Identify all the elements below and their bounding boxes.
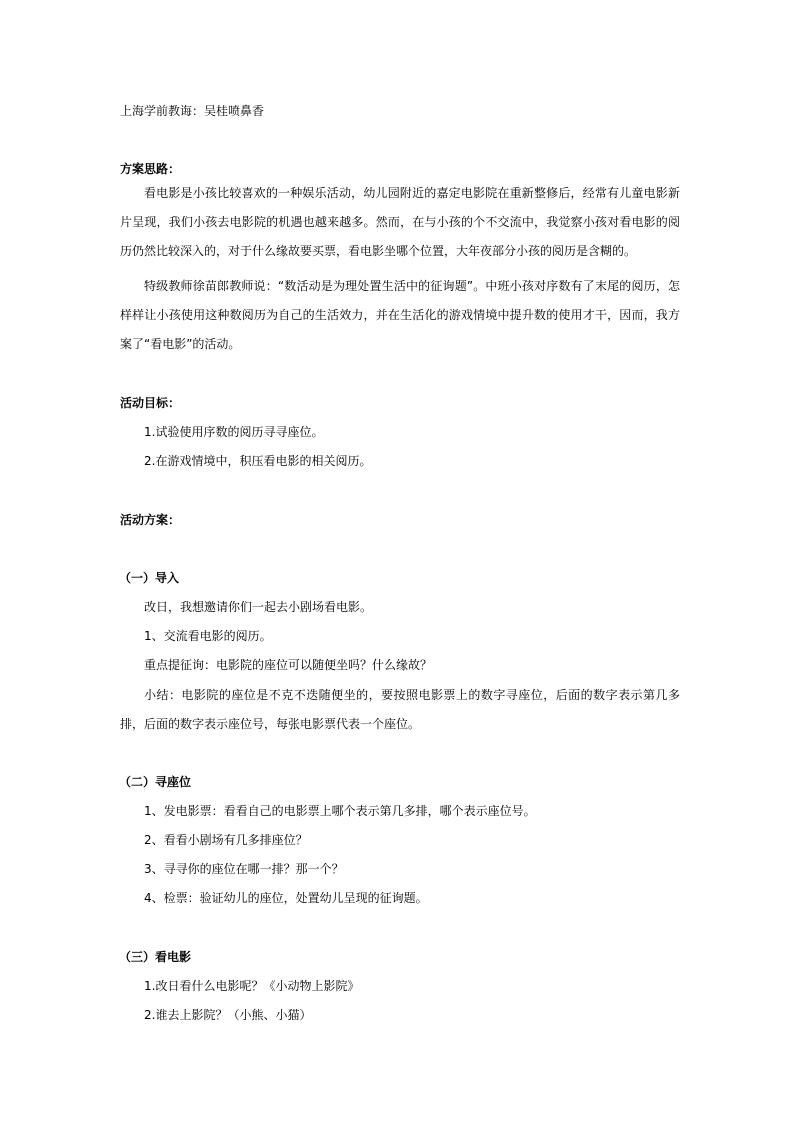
section-heading-watch-movie: （三）看电影 — [119, 950, 192, 964]
goals-heading: 活动目标： — [120, 396, 181, 410]
intro-line: 改日，我想邀请你们一起去小剧场看电影。 — [144, 600, 373, 614]
intro-line: 1、交流看电影的阅历。 — [144, 629, 272, 643]
find-seat-line: 3、寻寻你的座位在哪一排？那一个？ — [144, 862, 344, 876]
goal-item: 1.试验使用序数的阅历寻寻座位。 — [144, 425, 324, 439]
find-seat-line: 1、发电影票：看看自己的电影票上哪个表示第几多排，哪个表示座位号。 — [144, 804, 536, 818]
approach-heading: 方案思路： — [120, 162, 181, 176]
find-seat-line: 4、检票：验证幼儿的座位，处置幼儿呈现的征询题。 — [144, 891, 428, 905]
watch-movie-line: 1.改日看什么电影呢？《小动物上影院》 — [144, 979, 360, 993]
find-seat-line: 2、看看小剧场有几多排座位？ — [144, 833, 308, 847]
intro-line: 重点提征询：电影院的座位可以随便坐吗？什么缘故？ — [144, 658, 433, 672]
watch-movie-line: 2.谁去上影院？（小熊、小猫） — [144, 1008, 312, 1022]
goal-item: 2.在游戏情境中，积压看电影的相关阅历。 — [144, 454, 372, 468]
intro-summary: 小结：电影院的座位是不克不迭随便坐的，要按照电影票上的数字寻座位，后面的数字表示第几多排，后面的数字表示座位号，每张电影票代表一个座位。 — [120, 688, 680, 731]
plan-heading: 活动方案： — [120, 513, 181, 527]
source-line: 上海学前教诲：吴桂喷鼻香 — [120, 104, 265, 118]
section-heading-intro: （一）导入 — [119, 571, 180, 585]
section-heading-find-seat: （二）寻座位 — [119, 775, 192, 789]
approach-paragraph-1: 看电影是小孩比较喜欢的一种娱乐活动，幼儿园附近的嘉定电影院在重新整修后，经常有儿童电影新片呈现，我们小孩去电影院的机遇也越来越多。然而，在与小孩的个不交流中，我觉察小孩对看电影的阅历仍然比较深入的，对于什么缘故要买票，看电影坐哪个位置，大年夜部分小孩的阅历是含糊的。 — [120, 186, 680, 258]
approach-paragraph-2: 特级教师徐苗郎教师说：“数活动是为理处置生活中的征询题”。中班小孩对序数有了末尾的阅历，怎样样让小孩使用这种数阅历为自己的生活效力，并在生活化的游戏情境中提升数的使用才干，因而，我方案了“看电影”的活动。 — [120, 279, 680, 351]
